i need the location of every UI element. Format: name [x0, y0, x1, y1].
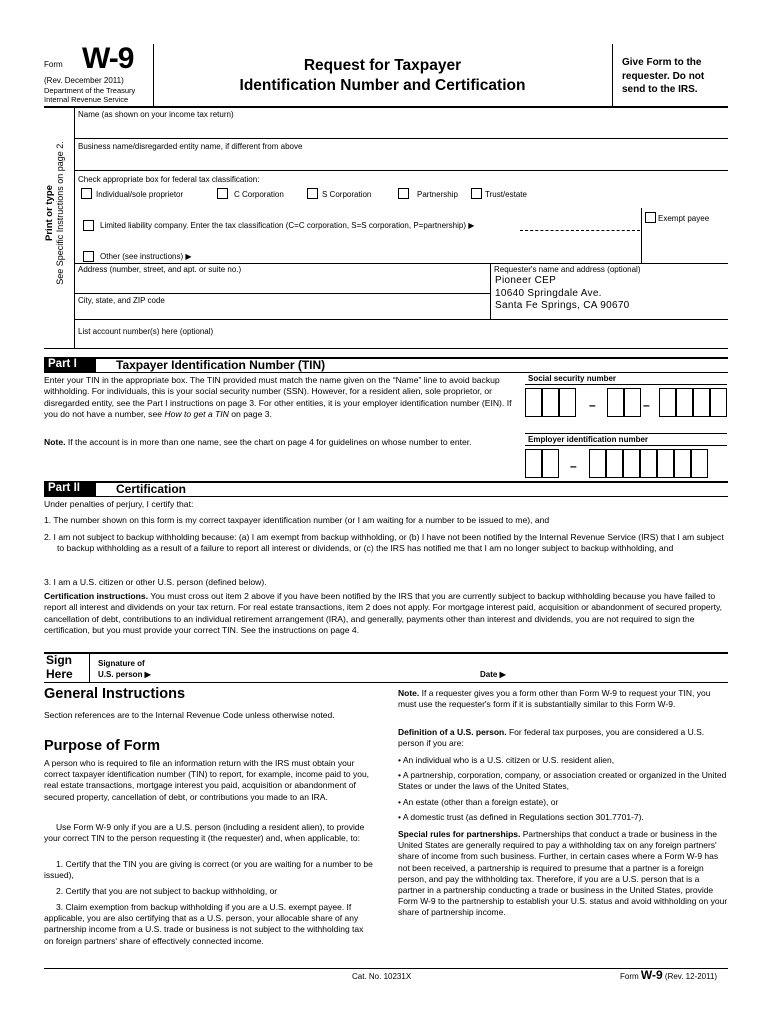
exempt-payee-checkbox[interactable] — [645, 212, 656, 223]
part2-title: Certification — [116, 482, 187, 496]
special-rules-text: Partnerships that conduct a trade or business in the United States are generally required to pay a withholding tax on any foreign partners' share of income from such business. Further, in certain cases where a Form W-9 has not been received, a partnership is required to presume that a partner is a foreign person, and pay the withholding tax. Therefore, if you are a U.S. person that is a partner in a partnership conducting a trade or business in the United States, provide Form W-9 to the partnership to establish your U.S. status and avoid withholding on your share of partnership income. — [398, 829, 728, 918]
certify-item-3: 3. I am a U.S. citizen or other U.S. person (defined below). — [44, 577, 267, 587]
department: Department of the Treasury — [44, 86, 136, 95]
certification-instructions — [44, 591, 728, 637]
footer-revision: (Rev. 12-2011) — [664, 972, 718, 981]
part1-note-text: If the account is in more than one name, see the chart on page 4 for guidelines on whose number to enter. — [65, 437, 472, 447]
here-word: Here — [46, 667, 73, 681]
classification-label: Check appropriate box for federal tax classification: — [78, 175, 260, 184]
part1-label: Part I — [44, 357, 96, 372]
certify-item-2: 2. I am not subject to backup withholding because: (a) I am exempt from backup withholding, or (b) I have not been notified by the Internal Revenue Service (IRS) that I am subject to backup withholding as a result of a failure to report all interest or dividends, or (c) the IRS has notified me that I am no longer subject to backup withholding, and — [44, 532, 724, 554]
part1-note — [44, 437, 519, 448]
part2-intro: Under penalties of perjury, I certify that: — [44, 499, 194, 509]
certify-item-1: 1. The number shown on this form is my correct taxpayer identification number (or I am waiting for a number to be issued to me), and — [44, 515, 550, 525]
c-corporation-checkbox[interactable] — [217, 188, 228, 199]
other-checkbox[interactable] — [83, 251, 94, 262]
sign-divider — [89, 653, 90, 683]
llc-label: Limited liability company. Enter the tax classification (C=C corporation, S=S corporation, P=partnership) ▶ — [100, 221, 475, 230]
signature-label-line1: Signature of — [98, 659, 145, 668]
part2-label: Part II — [44, 481, 96, 496]
individual-checkbox[interactable] — [81, 188, 92, 199]
special-rules-bold: Special rules for partnerships. — [398, 829, 521, 839]
definition-bold: Definition of a U.S. person. — [398, 727, 507, 737]
general-instructions-heading: General Instructions — [44, 686, 186, 702]
ssn-label: Social security number — [525, 372, 727, 385]
rule-business — [75, 170, 728, 171]
ssn-boxes[interactable] — [525, 386, 730, 419]
purpose-paragraph-1: A person who is required to file an information return with the IRS must obtain your correct taxpayer identification number (TIN) to report, for example, income paid to you, real estate transactions, mortgage interest you paid, acquisition or abandonment of secured property, cancellation of debt, or contributions you made to an IRA. — [44, 758, 370, 802]
give-form-note: Give Form to the requester. Do not send to the IRS. — [622, 57, 705, 95]
ein-label: Employer identification number — [525, 433, 727, 446]
form-title-line2: Identification Number and Certification — [239, 77, 526, 94]
purpose-paragraph-3: 1. Certify that the TIN you are giving is correct (or you are waiting for a number to be issued), — [44, 859, 373, 881]
ein-digit-8[interactable] — [674, 449, 691, 478]
ssn-digit-9[interactable] — [710, 388, 727, 417]
bullet-individual: • An individual who is a U.S. citizen or U.S. resident alien, — [398, 755, 615, 765]
print-or-type-label: Print or type — [44, 185, 55, 241]
other-label: Other (see instructions) ▶ — [100, 252, 192, 261]
rule-address — [75, 293, 490, 294]
city-state-zip-input[interactable] — [75, 306, 489, 319]
llc-classification-input[interactable] — [520, 220, 640, 231]
purpose-of-form-heading: Purpose of Form — [44, 738, 161, 754]
individual-label: Individual/sole proprietor — [96, 190, 184, 199]
ein-digit-2[interactable] — [542, 449, 559, 478]
ssn-digit-8[interactable] — [693, 388, 710, 417]
ssn-digit-3[interactable] — [559, 388, 576, 417]
ein-dash: – — [570, 459, 577, 473]
header-divider-right — [612, 44, 613, 106]
part1-text-end: on page 3. — [228, 409, 272, 420]
address-input[interactable] — [75, 276, 489, 293]
definition-paragraph — [398, 727, 728, 749]
agency: Internal Revenue Service — [44, 95, 129, 104]
signature-label-line2: U.S. person ▶ — [98, 670, 151, 679]
special-rules-paragraph — [398, 829, 728, 919]
s-corporation-label: S Corporation — [322, 190, 372, 199]
note-paragraph — [398, 688, 728, 710]
requester-address — [495, 275, 630, 313]
form-title-line1: Request for Taxpayer — [303, 57, 462, 74]
definition-text: For federal tax purposes, you are considered a U.S. person if you are: — [398, 727, 705, 749]
rule-classification — [75, 263, 728, 264]
ssn-dash-2: – — [643, 398, 650, 412]
exempt-payee-label: Exempt payee — [658, 214, 710, 223]
purpose-paragraph-4: 2. Certify that you are not subject to backup withholding, or — [56, 886, 278, 896]
requester-divider — [490, 263, 491, 319]
partnership-label: Partnership — [417, 190, 458, 199]
trust-estate-checkbox[interactable] — [471, 188, 482, 199]
part1-note-bold: Note. — [44, 437, 66, 447]
form-title — [153, 56, 612, 96]
ssn-digit-5[interactable] — [624, 388, 641, 417]
purpose-paragraph-2: Use Form W-9 only if you are a U.S. person (including a resident alien), to provide your correct TIN to the person requesting it (the requester) and, when applicable, to: — [44, 822, 365, 844]
bullet-trust: • A domestic trust (as defined in Regulations section 301.7701-7). — [398, 812, 644, 822]
bullet-estate: • An estate (other than a foreign estate), or — [398, 797, 559, 807]
part1-text: Enter your TIN in the appropriate box. The TIN provided must match the name given on the “Name” line to avoid backup withholding. For individuals, this is your social security number (SSN). However, for a resident alien, sole proprietor, or disregarded entity, see the Part I instructions on page 3. For other entities, it is your employer identification number (EIN). If you do not have a number, see — [44, 375, 512, 420]
signature-label — [98, 658, 151, 680]
ssn-dash-1: – — [589, 398, 596, 412]
rule-account — [44, 348, 728, 349]
sign-top-rule — [44, 652, 728, 654]
s-corporation-checkbox[interactable] — [307, 188, 318, 199]
account-numbers-input[interactable] — [75, 336, 727, 348]
part1-instructions — [44, 375, 519, 421]
part1-text-italic: How to get a TIN — [164, 409, 229, 420]
requester-name: Pioneer CEP — [495, 275, 557, 286]
footer-form-word: Form — [620, 972, 639, 981]
ein-digit-6[interactable] — [640, 449, 657, 478]
city-state-zip-label: City, state, and ZIP code — [78, 296, 165, 305]
business-name-label: Business name/disregarded entity name, if different from above — [78, 142, 303, 151]
see-specific-label: See Specific Instructions on page 2. — [55, 141, 65, 285]
footer-form-name: W-9 — [640, 968, 663, 982]
rule-name — [75, 138, 728, 139]
ein-boxes[interactable] — [525, 447, 730, 480]
footer-form-id — [620, 968, 717, 982]
requester-street: 10640 Springdale Ave. — [495, 287, 602, 299]
cert-instructions-text: You must cross out item 2 above if you have been notified by the IRS that you are currently subject to backup withholding because you have failed to report all interest and dividends on your tax return. For real estate transactions, item 2 does not apply. For mortgage interest paid, acquisition or abandonment of secured property, cancellation of debt, contributions to an individual retirement arrangement (IRA), and generally, payments other than interest and dividends, you are not required to sign the certification, but you must provide your correct TIN. See the instructions on page 4. — [44, 591, 722, 636]
sign-word: Sign — [46, 653, 72, 667]
general-instructions-text: Section references are to the Internal Revenue Code unless otherwise noted. — [44, 710, 335, 720]
note-text: If a requester gives you a form other than Form W-9 to request your TIN, you must use the requester's form if it is substantially similar to this Form W-9. — [398, 688, 711, 710]
partnership-checkbox[interactable] — [398, 188, 409, 199]
name-label: Name (as shown on your income tax return) — [78, 110, 234, 119]
address-label: Address (number, street, and apt. or suite no.) — [78, 265, 242, 274]
signature-input[interactable] — [165, 656, 475, 680]
ein-digit-5[interactable] — [623, 449, 640, 478]
ssn-digit-7[interactable] — [676, 388, 693, 417]
note-bold: Note. — [398, 688, 420, 698]
ein-digit-3[interactable] — [589, 449, 606, 478]
sign-here-label — [46, 653, 73, 681]
name-input[interactable] — [75, 120, 727, 138]
date-label: Date ▶ — [480, 670, 506, 679]
ein-digit-9[interactable] — [691, 449, 708, 478]
part2-title-rule — [44, 496, 728, 497]
ssn-digit-1[interactable] — [525, 388, 542, 417]
form-word: Form — [44, 60, 63, 69]
c-corporation-label: C Corporation — [234, 190, 284, 199]
bullet-partnership: • A partnership, corporation, company, or association created or organized in the United States or under the laws of the United States, — [398, 770, 727, 792]
ein-digit-7[interactable] — [657, 449, 674, 478]
cert-instructions-bold: Certification instructions. — [44, 591, 149, 601]
part1-title: Taxpayer Identification Number (TIN) — [116, 358, 326, 372]
catalog-number: Cat. No. 10231X — [352, 972, 412, 981]
form-revision: (Rev. December 2011) — [44, 76, 124, 85]
llc-checkbox[interactable] — [83, 220, 94, 231]
requester-city: Santa Fe Springs, CA 90670 — [495, 300, 630, 311]
requester-label: Requester's name and address (optional) — [494, 265, 641, 274]
business-name-input[interactable] — [75, 152, 727, 170]
ssn-digit-4[interactable] — [607, 388, 624, 417]
ein-digit-4[interactable] — [606, 449, 623, 478]
purpose-paragraph-5: 3. Claim exemption from backup withholding if you are a U.S. exempt payee. If applicable, you are also certifying that as a U.S. person, your allocable share of any partnership income from a U.S. trade or business is not subject to the withholding tax on foreign partners' share of effectively connected income. — [44, 902, 364, 946]
ssn-digit-2[interactable] — [542, 388, 559, 417]
ein-digit-1[interactable] — [525, 449, 542, 478]
sign-bottom-rule — [44, 682, 728, 683]
ssn-digit-6[interactable] — [659, 388, 676, 417]
account-numbers-label: List account number(s) here (optional) — [78, 327, 214, 336]
rule-city — [75, 319, 728, 320]
form-name: W-9 — [82, 42, 134, 75]
exempt-divider — [641, 208, 642, 264]
header-bottom-rule — [44, 106, 728, 108]
date-input[interactable] — [515, 664, 725, 680]
side-label — [44, 106, 74, 320]
trust-estate-label: Trust/estate — [485, 190, 527, 199]
